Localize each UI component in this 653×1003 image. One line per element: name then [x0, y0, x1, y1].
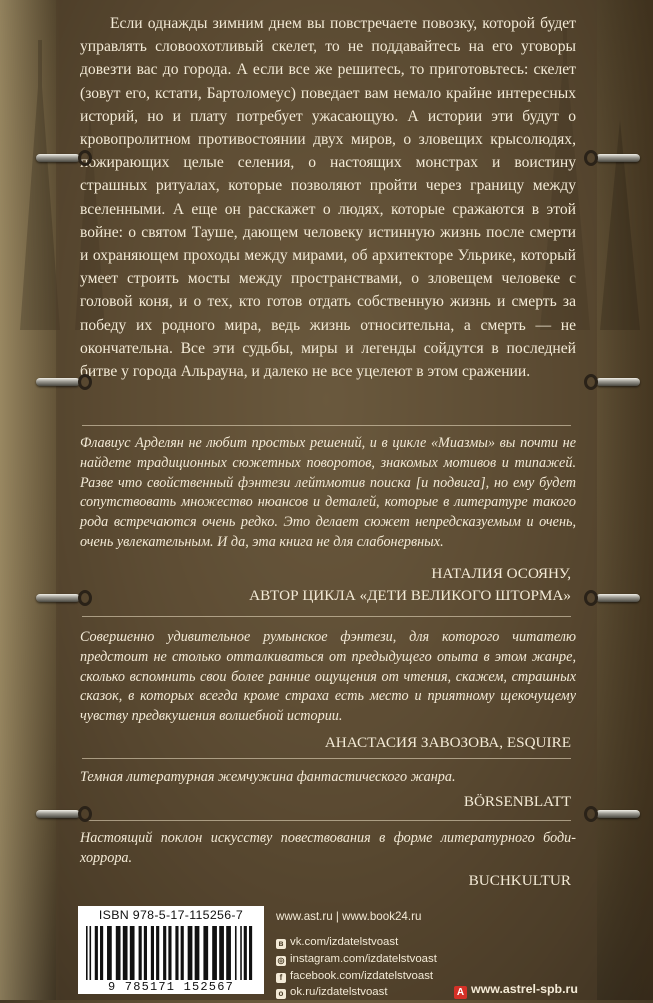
review-author-zavozova: АНАСТАСИЯ ЗАВОЗОВА, ESQUIRE [324, 734, 571, 751]
metal-clasp-icon [584, 806, 640, 822]
social-link-instagram[interactable]: ◎ instagram.com/izdatelstvoast [277, 953, 437, 965]
review-author-osoyanu: НАТАЛИЯ ОСОЯНУ, [431, 565, 571, 582]
social-link-facebook[interactable]: f facebook.com/izdatelstvoast [276, 970, 476, 987]
barcode-bar [175, 926, 178, 980]
barcode-bar [107, 926, 112, 980]
book-annotation: Если однажды зимним днем вы повстречаете повозку, которой будет управлять словоохотливый скелет, то не поддавайтесь на его уговоры довезти вас до города. А если все же решитесь, то приготовьтесь: скелет (зовут его, кстати, Бартоломеус) поведает вам немало крайне интересных историй, но и плату потребует ужасающую. А истории эти будут о кровопролитном противостоянии двух миров, о зловещих крысолюдях, пожирающих целые селения, о настоящих монстрах и воистину страшных ритуалах, которые позволяют пройти через границу между вселенными. А еще он расскажет о людях, которые сражаются в этой войне: о святом Тауше, дающем человеку истинную жизнь после смерти и охраняющем проходы между мирами, об архитекторе Ульрике, который умеет строить мосты между пространствами, о зловещем человеке с головой коня, и о тех, кто готов отдать собственную жизнь и смерть за победу их родного мира, ведь жизнь относительна, а смерть — не окончательна. Все эти судьбы, миры и легенды сойдутся в последней битве у города Альрауна, и далеко не все уцелеют в этом сражении. [80, 15, 576, 381]
barcode-bar [95, 926, 98, 980]
metal-clasp-icon [584, 590, 640, 606]
barcode-digits: 9 785171 152567 [107, 980, 235, 994]
barcode-bar [249, 926, 252, 980]
barcode-bar [219, 926, 224, 980]
barcode-bar [144, 926, 147, 980]
publisher-websites[interactable]: www.ast.ru | www.book24.ru [276, 910, 422, 923]
barcode-bar [240, 926, 242, 980]
barcode-bar [130, 926, 135, 980]
metal-clasp-icon [36, 374, 92, 390]
metal-clasp-icon [584, 150, 640, 166]
vk-icon: в [276, 939, 286, 949]
barcode-bar [151, 926, 154, 980]
social-link-vk[interactable]: в vk.com/izdatelstvoast [276, 936, 476, 953]
barcode-bar [123, 926, 128, 980]
odnoklassniki-icon: о [276, 989, 286, 999]
divider [82, 758, 571, 759]
barcode-bar [139, 926, 142, 980]
review-quote-buchkultur: Настоящий поклон искусству повествования в форме литературного боди-хоррора. [80, 830, 576, 866]
barcode-bar [195, 926, 200, 980]
social-link-ok[interactable]: о ok.ru/izdatelstvoast [276, 986, 476, 1003]
review-author-borsenblatt: BÖRSENBLATT [463, 793, 571, 810]
barcode-bar [203, 926, 208, 980]
metal-clasp-icon [36, 150, 92, 166]
astrel-spb-link[interactable]: А www.astrel-spb.ru [454, 982, 578, 999]
metal-clasp-icon [36, 806, 92, 822]
barcode-bar [212, 926, 217, 980]
barcode-bar [168, 926, 171, 980]
barcode-bar [226, 926, 231, 980]
barcode-bar [244, 926, 247, 980]
barcode-bars [86, 926, 256, 980]
barcode-bar [116, 926, 121, 980]
barcode-bar [163, 926, 166, 980]
divider [82, 425, 571, 426]
barcode-bar [188, 926, 193, 980]
barcode-bar [235, 926, 237, 980]
instagram-icon: ◎ [277, 956, 285, 965]
astrel-logo-icon: А [454, 986, 467, 999]
divider [82, 616, 571, 617]
barcode-bar [86, 926, 88, 980]
review-author-buchkultur: BUCHKULTUR [468, 872, 571, 889]
review-author-osoyanu-title: АВТОР ЦИКЛА «ДЕТИ ВЕЛИКОГО ШТОРМА» [249, 587, 571, 604]
metal-clasp-icon [36, 590, 92, 606]
barcode-bar [100, 926, 103, 980]
review-quote-zavozova: Совершенно удивительное румынское фэнтези, для которого читателю предстоит не столько отталкиваться от предыдущего опыта в этом жанре, сколько вспомнить свои более ранние ощущения от чтения, скажем, страшных сказок, в которых всегда кроме страха есть место и приятному щекочущему чувству предвкушения волшебной истории. [80, 629, 576, 725]
isbn-number: ISBN 978-5-17-115256-7 [98, 908, 244, 922]
barcode-bar [156, 926, 159, 980]
review-quote-osoyanu: Флавиус Арделян не любит простых решений, и в цикле «Миазмы» вы почти не найдете традиционных сюжетных поворотов, знакомых мотивов и типажей. Разве что свойственный фэнтези лейтмотив поиска [и подвига], но ему будет сопутствовать множество нюансов и деталей, которые в литературе такого рода встречаются очень редко. Это делает сюжет непредсказуемым и очень, очень увлекательным. И да, эта книга не для слабонервных. [80, 435, 576, 550]
facebook-icon: f [276, 973, 286, 983]
isbn-barcode [78, 906, 264, 994]
divider [82, 820, 571, 821]
metal-clasp-icon [584, 374, 640, 390]
barcode-bar [181, 926, 184, 980]
review-quote-borsenblatt: Темная литературная жемчужина фантастического жанра. [80, 769, 456, 785]
barcode-bar [90, 926, 92, 980]
